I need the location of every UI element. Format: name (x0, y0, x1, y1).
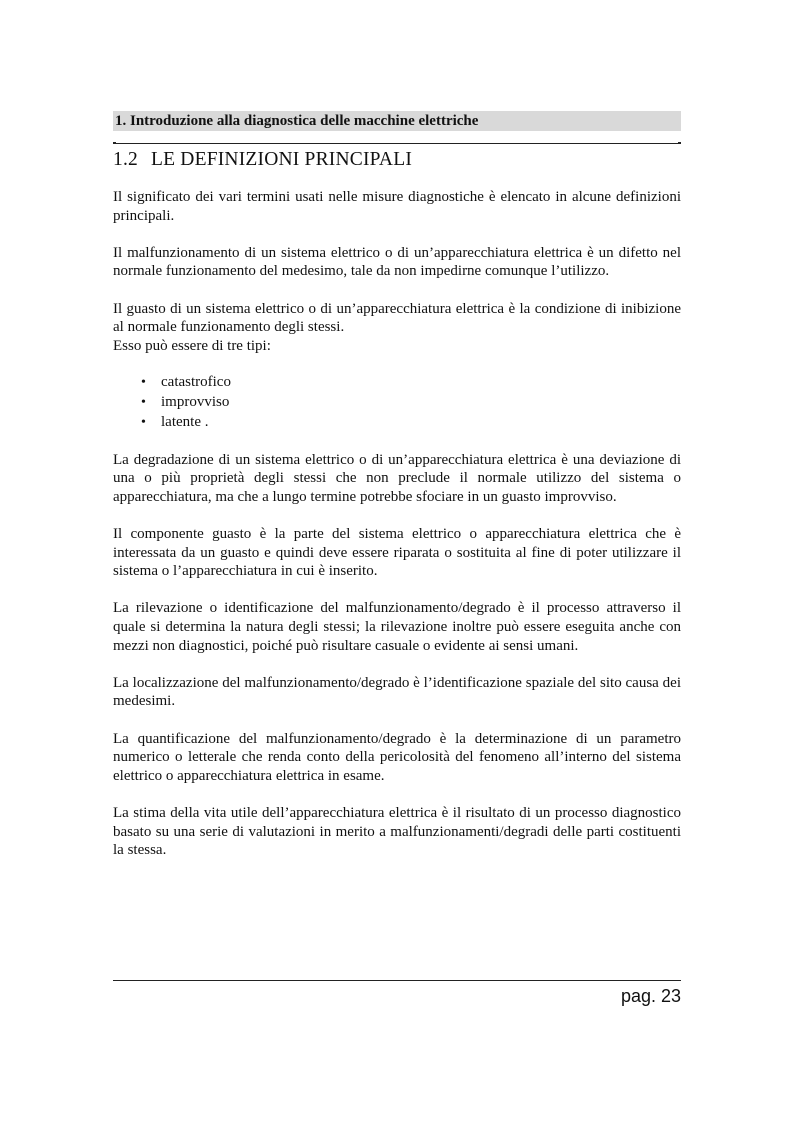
paragraph-localization: La localizzazione del malfunzionamento/degrado è l’identificazione spaziale del sito causa dei medesimi. (113, 674, 681, 710)
body-text (113, 188, 681, 878)
paragraph-fault-types: Esso può essere di tre tipi: (113, 337, 271, 354)
paragraph-faulty-component: Il componente guasto è la parte del sistema elettrico o apparecchiatura elettrica che è interessata da un guasto e quindi deve essere riparata o sostituita al fine di poter utilizzare il sistema o l’apparecchiatura in cui è inserito. (113, 526, 681, 580)
paragraph-malfunction: Il malfunzionamento di un sistema elettrico o di un’apparecchiatura elettrica è un difetto nel normale funzionamento del medesimo, tale da non impedirne comunque l’utilizzo. (113, 244, 681, 280)
header-rule (113, 143, 681, 144)
paragraph-quantification: La quantificazione del malfunzionamento/degrado è la determinazione di un parametro numerico o letterale che renda conto della pericolosità del fenomeno all’interno del sistema elettrico o apparecchiatura elettrica in esame. (113, 730, 681, 784)
chapter-header: 1. Introduzione alla diagnostica delle macchine elettriche (113, 111, 681, 131)
footer-rule (113, 980, 681, 981)
bullet-icon: • (141, 394, 146, 410)
page-number: pag. 23 (620, 986, 681, 1006)
paragraph-detection: La rilevazione o identificazione del malfunzionamento/degrado è il processo attraverso il quale si determina la natura degli stessi; la rilevazione inoltre può essere eseguita anche con mezzi non diagnostici, poiché può risultare casuale o evidente ai sensi umani. (113, 600, 681, 654)
paragraph-degradation: La degradazione di un sistema elettrico o di un’apparecchiatura elettrica è una deviazione di una o più proprietà degli stessi che non preclude il normale utilizzo del sistema o apparecchiatura, ma che a lungo termine potrebbe sfociare in un guasto improvviso. (113, 451, 681, 505)
bullet-icon: • (141, 414, 146, 430)
fault-types-list (113, 373, 681, 432)
bullet-icon: • (141, 375, 146, 391)
paragraph-fault: Il guasto di un sistema elettrico o di un’apparecchiatura elettrica è la condizione di inibizione al normale funzionamento degli stessi. (113, 300, 681, 336)
list-item: • latente . (161, 413, 681, 433)
section-number: 1.2 (113, 149, 138, 170)
section-title (113, 148, 412, 172)
paragraph-useful-life: La stima della vita utile dell’apparecchiatura elettrica è il risultato di un processo diagnostico basato su una serie di valutazioni in merito a malfunzionamenti/degradi delle parti costituenti la stessa. (113, 805, 681, 859)
list-item: • improvviso (161, 393, 681, 413)
section-heading: LE DEFINIZIONI PRINCIPALI (151, 149, 413, 170)
paragraph-intro: Il significato dei vari termini usati nelle misure diagnostiche è elencato in alcune definizioni principali. (113, 189, 681, 224)
list-item: • catastrofico (161, 373, 681, 393)
